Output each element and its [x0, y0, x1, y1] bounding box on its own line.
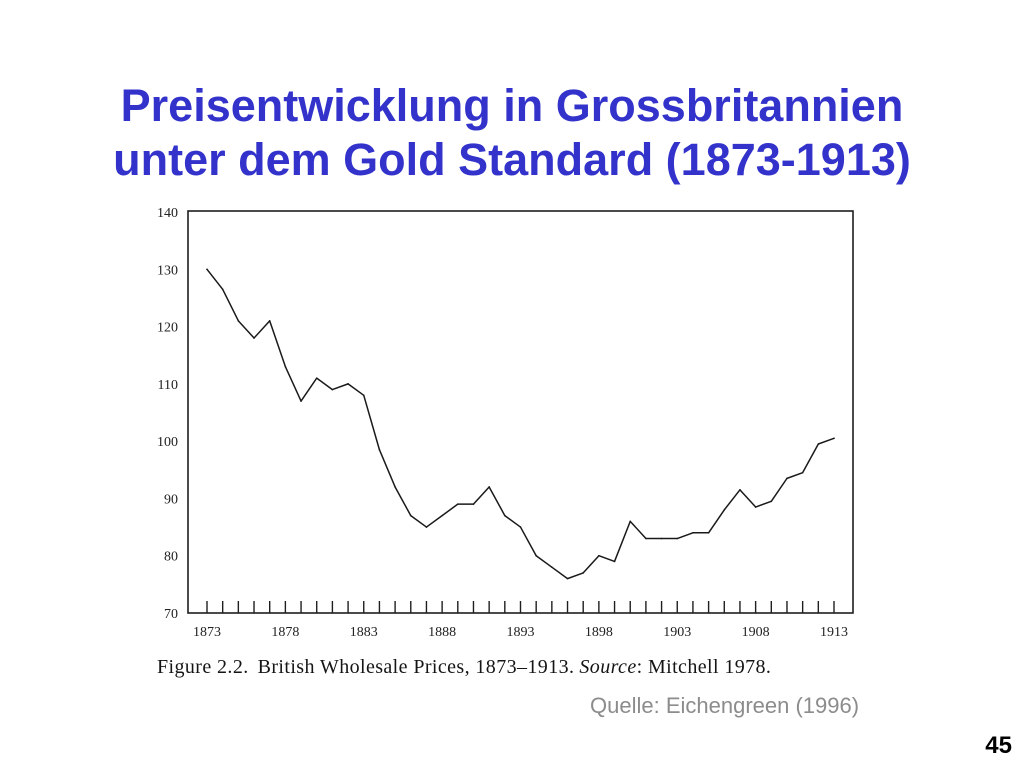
data-point-1911	[802, 472, 804, 474]
x-tick-label: 1898	[584, 625, 613, 640]
data-point-1912	[818, 443, 820, 445]
data-point-1908	[755, 506, 757, 508]
y-tick-label: 80	[164, 549, 178, 565]
data-point-1876	[253, 337, 255, 339]
data-point-1882	[347, 383, 349, 385]
figure-number: Figure 2.2.	[157, 656, 249, 678]
data-point-1895	[551, 566, 553, 568]
figure-title: British Wholesale Prices, 1873–1913.	[257, 656, 575, 678]
data-point-1873	[206, 268, 208, 270]
y-tick-label: 90	[164, 492, 178, 508]
data-point-1884	[379, 449, 381, 451]
data-point-1897	[582, 572, 584, 574]
data-point-1913	[833, 437, 835, 439]
x-tick-label: 1888	[428, 625, 457, 640]
figure-caption	[157, 655, 771, 679]
data-point-1879	[300, 400, 302, 402]
data-point-1904	[692, 532, 694, 534]
data-point-1899	[614, 561, 616, 563]
line-chart	[140, 200, 870, 645]
data-point-1890	[473, 503, 475, 505]
data-point-1889	[457, 503, 459, 505]
x-tick-label: 1913	[820, 625, 848, 640]
y-tick-label: 100	[157, 435, 178, 451]
x-tick-label: 1878	[271, 625, 300, 640]
figure-source-label: Source	[579, 656, 637, 678]
plot-frame	[188, 211, 853, 613]
data-point-1909	[771, 500, 773, 502]
data-point-1900	[629, 521, 631, 523]
slide-title	[0, 79, 1024, 187]
source-note: Quelle: Eichengreen (1996)	[590, 693, 860, 718]
series-line	[207, 269, 834, 578]
data-point-1902	[661, 538, 663, 540]
data-point-1885	[394, 486, 396, 488]
data-point-1898	[598, 555, 600, 557]
x-tick-label: 1893	[506, 625, 535, 640]
data-point-1878	[285, 366, 287, 368]
data-point-1886	[410, 515, 412, 517]
series-group	[206, 268, 835, 579]
chart-figure	[140, 200, 870, 645]
slide-title-line-2: unter dem Gold Standard (1873-1913)	[113, 134, 911, 185]
y-tick-label: 140	[157, 206, 178, 221]
data-point-1910	[786, 478, 788, 480]
data-point-1892	[504, 515, 506, 517]
data-point-1874	[222, 289, 224, 291]
x-tick-label: 1873	[193, 625, 221, 640]
data-point-1893	[520, 526, 522, 528]
y-tick-label: 110	[157, 377, 178, 393]
data-point-1891	[488, 486, 490, 488]
slide-title-line-1: Preisentwicklung in Grossbritannien	[120, 80, 904, 131]
x-tick-label: 1908	[741, 625, 770, 640]
y-tick-label: 130	[157, 263, 178, 279]
y-tick-label: 70	[164, 607, 178, 622]
data-point-1906	[723, 509, 725, 511]
y-axis-tick-labels	[157, 206, 178, 622]
data-point-1905	[708, 532, 710, 534]
x-axis-tick-labels	[193, 625, 848, 640]
x-tick-label: 1903	[663, 625, 692, 640]
x-tick-label: 1883	[349, 625, 378, 640]
data-point-1907	[739, 489, 741, 491]
data-point-1894	[535, 555, 537, 557]
data-point-1888	[441, 515, 443, 517]
y-tick-label: 120	[157, 320, 178, 336]
x-tick-marks	[207, 601, 834, 613]
data-point-1901	[645, 538, 647, 540]
data-point-1887	[426, 526, 428, 528]
data-point-1880	[316, 377, 318, 379]
data-point-1877	[269, 320, 271, 322]
figure-source-text: : Mitchell 1978.	[636, 656, 772, 678]
data-point-1903	[676, 538, 678, 540]
data-point-1896	[567, 578, 569, 580]
data-point-1875	[238, 320, 240, 322]
data-point-1883	[363, 395, 365, 397]
page-number: 45	[985, 732, 1012, 759]
data-point-1881	[332, 389, 334, 391]
